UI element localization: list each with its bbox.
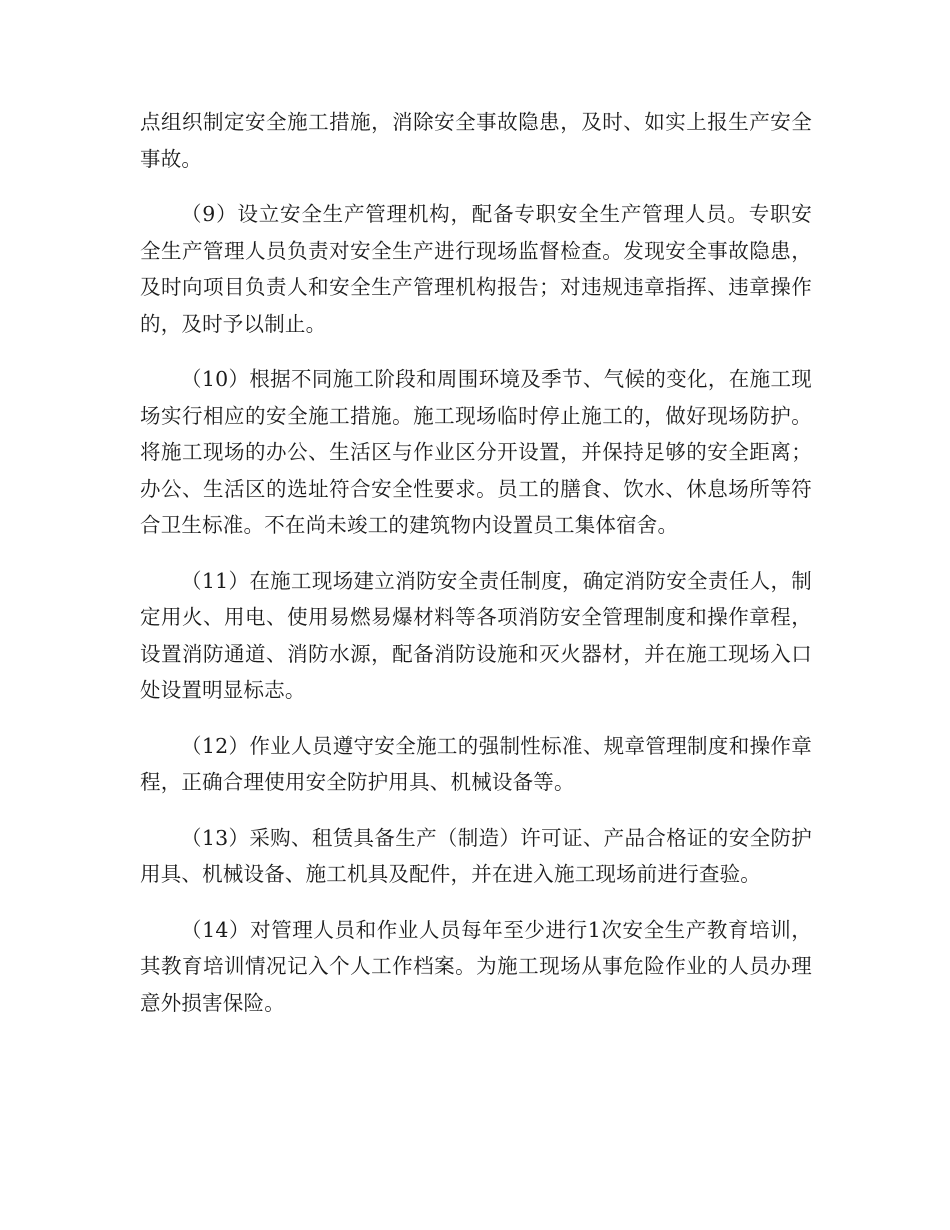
paragraph-continuation: 点组织制定安全施工措施，消除安全事故隐患，及时、如实上报生产安全事故。 [140,110,812,171]
paragraph-item-11: （11）在施工现场建立消防安全责任制度，确定消防安全责任人，制定用火、用电、使用易燃易爆材料等各项消防安全管理制度和操作章程，设置消防通道、消防水源，配备消防设施和灭火器材，并在施工现场入口处设置明显标志。 [140,568,812,702]
paragraph-item-12: （12）作业人员遵守安全施工的强制性标准、规章管理制度和操作章程，正确合理使用安全防护用具、机械设备等。 [140,733,812,794]
paragraph-item-9: （9）设立安全生产管理机构，配备专职安全生产管理人员。专职安全生产管理人员负责对安全生产进行现场监督检查。发现安全事故隐患，及时向项目负责人和安全生产管理机构报告；对违规违章指挥、违章操作的，及时予以制止。 [140,202,812,336]
paragraph-item-13: （13）采购、租赁具备生产（制造）许可证、产品合格证的安全防护用具、机械设备、施工机具及配件，并在进入施工现场前进行查验。 [140,825,812,886]
document-body [140,104,812,1040]
paragraph-item-10: （10）根据不同施工阶段和周围环境及季节、气候的变化，在施工现场实行相应的安全施工措施。施工现场临时停止施工的，做好现场防护。将施工现场的办公、生活区与作业区分开设置，并保持足够的安全距离；办公、生活区的选址符合安全性要求。员工的膳食、饮水、休息场所等符合卫生标准。不在尚未竣工的建筑物内设置员工集体宿舍。 [140,367,812,537]
paragraph-item-14: （14）对管理人员和作业人员每年至少进行1次安全生产教育培训，其教育培训情况记入个人工作档案。为施工现场从事危险作业的人员办理意外损害保险。 [140,917,812,1015]
